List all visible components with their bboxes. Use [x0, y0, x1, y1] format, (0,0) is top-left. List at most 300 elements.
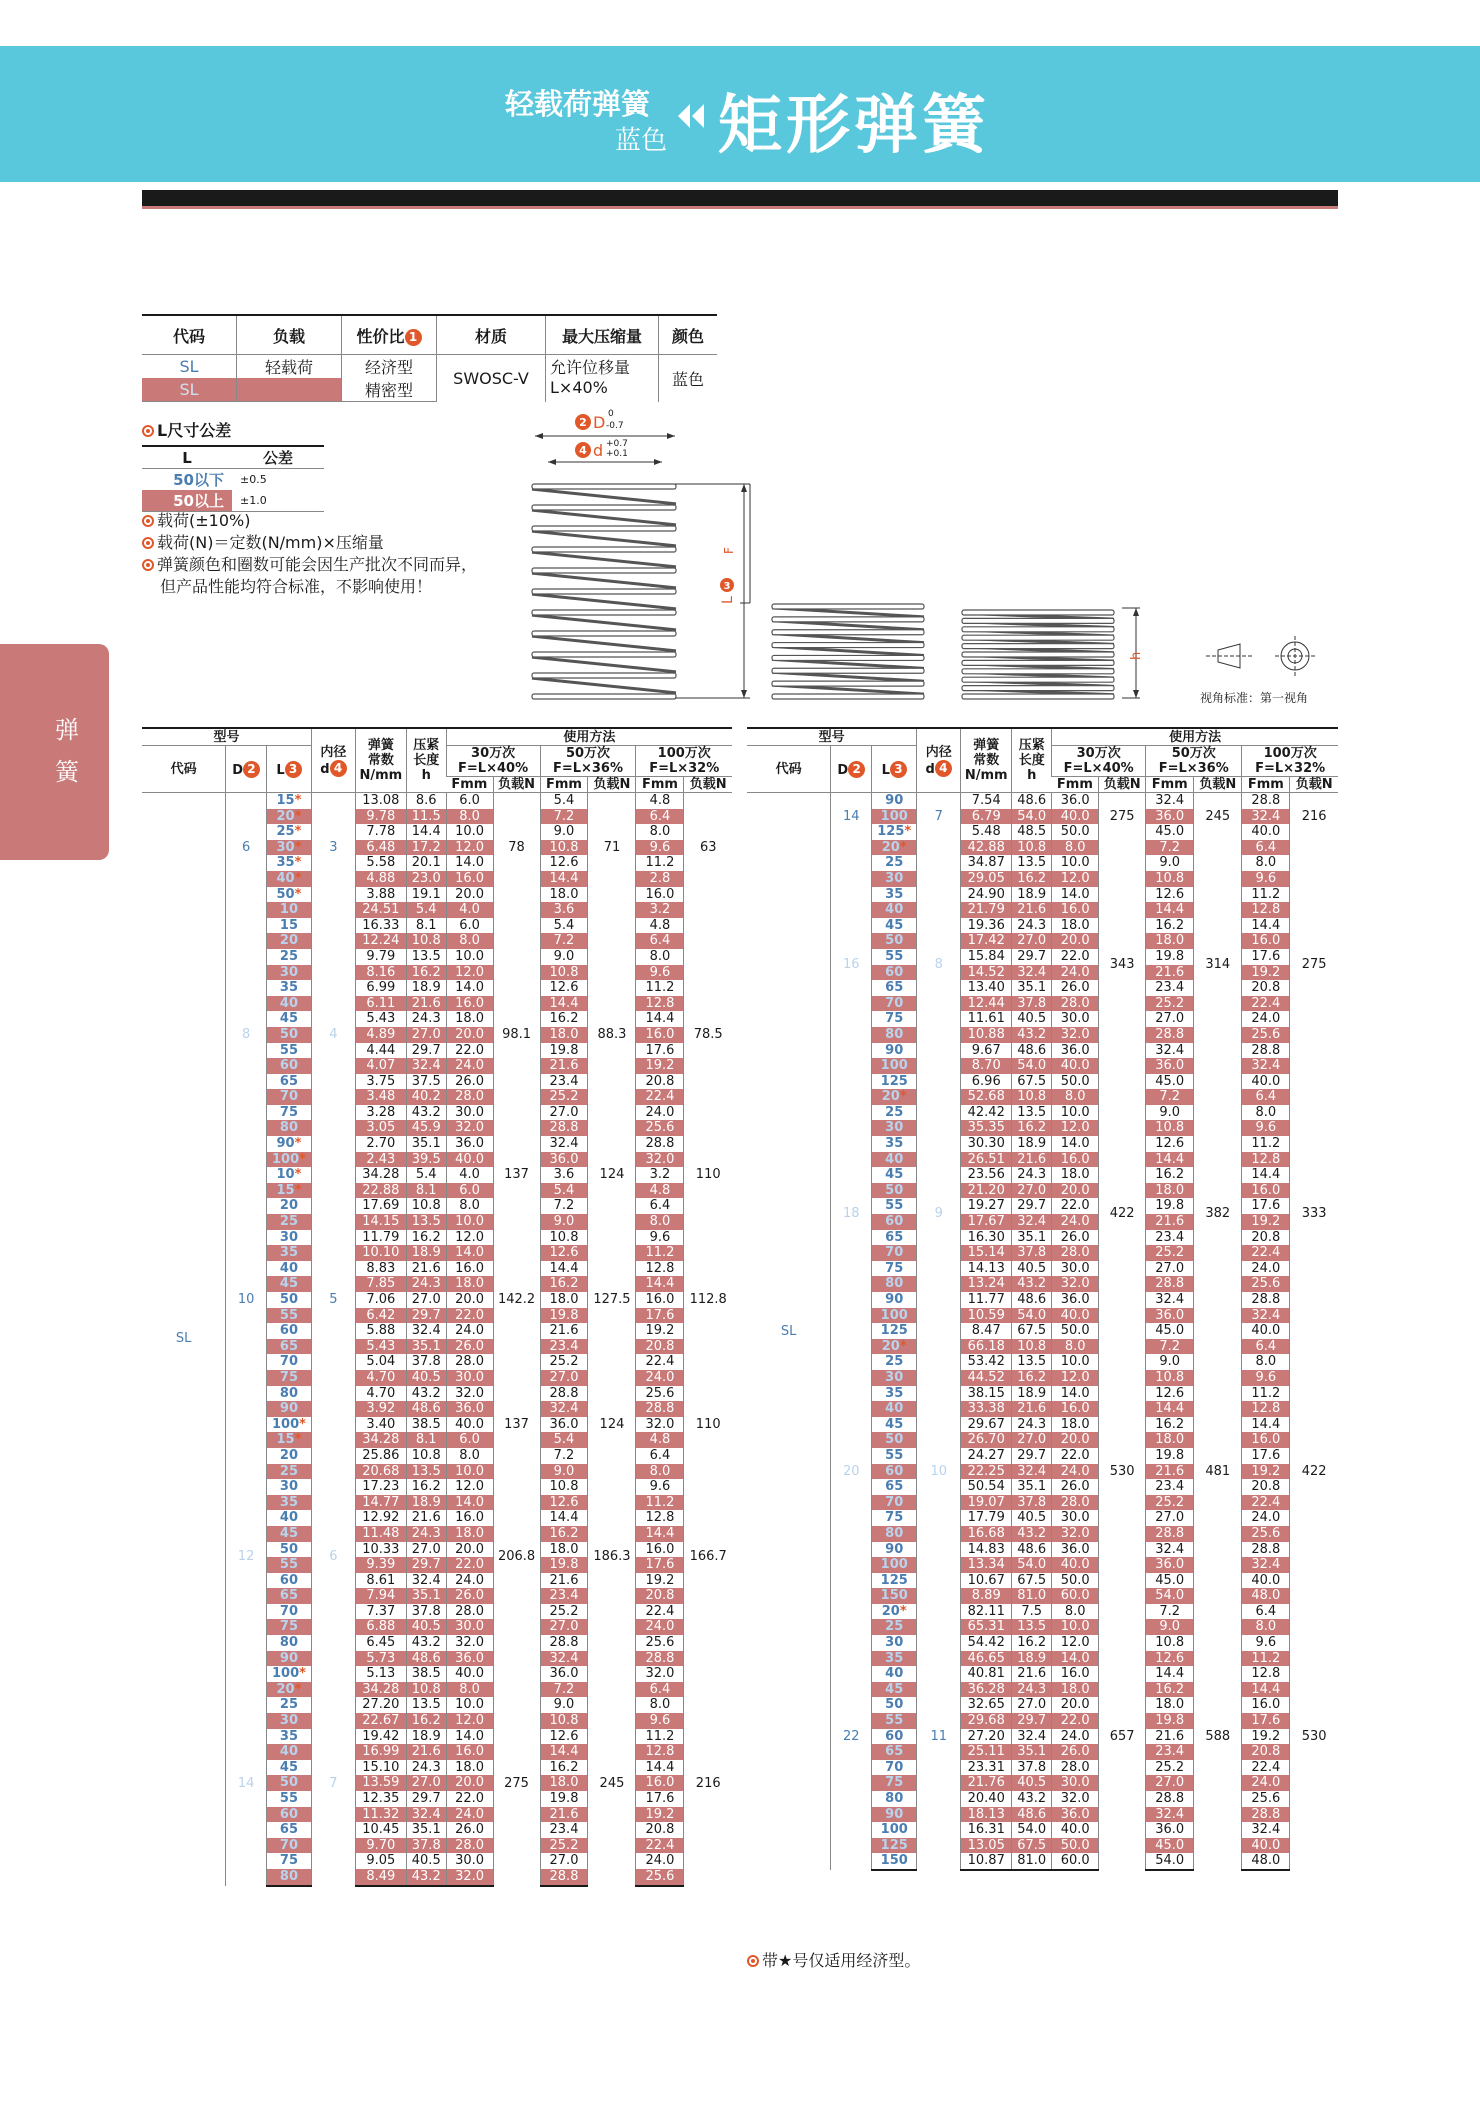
row-L	[872, 1464, 917, 1480]
row-f100: 22.4	[636, 1354, 684, 1370]
row-f30: 40.0	[446, 1666, 493, 1682]
row-f30: 26.0	[446, 1074, 493, 1090]
row-solid: 21.6	[406, 1261, 446, 1277]
row-f30: 14.0	[1052, 1386, 1099, 1402]
row-f50: 45.0	[1146, 1323, 1194, 1339]
row-L	[267, 1432, 312, 1448]
row-f50: 28.8	[1146, 1526, 1194, 1542]
tol-col-l: L	[142, 446, 232, 469]
row-rate: 6.79	[961, 809, 1012, 825]
row-f50: 14.4	[1146, 902, 1194, 918]
row-L-value: 30	[885, 1635, 904, 1651]
projection-symbol-icon	[1206, 636, 1315, 676]
row-f100: 4.8	[636, 1183, 684, 1199]
row-L	[267, 1822, 312, 1838]
row-f100: 17.6	[1242, 1448, 1290, 1464]
row-rate: 13.40	[961, 980, 1012, 996]
row-L-value: 90	[885, 1292, 904, 1307]
spec-code-2: SL	[142, 378, 237, 402]
row-f30: 12.0	[1052, 1370, 1099, 1386]
row-solid: 35.1	[406, 1822, 446, 1838]
row-load: 110	[684, 1417, 732, 1433]
row-rate: 13.24	[961, 1276, 1012, 1292]
row-f100: 9.6	[1242, 1120, 1290, 1136]
row-L	[872, 1791, 917, 1807]
row-f30: 14.0	[446, 855, 493, 871]
row-f100: 6.4	[636, 1448, 684, 1464]
row-rate: 8.47	[961, 1323, 1012, 1339]
row-L	[872, 949, 917, 965]
banner-line2: 蓝色	[615, 126, 668, 156]
row-f100: 17.6	[1242, 1198, 1290, 1214]
row-f30: 8.0	[446, 809, 493, 825]
row-L-value: 40	[279, 995, 299, 1011]
row-solid: 81.0	[1012, 1853, 1052, 1870]
row-f30: 6.0	[446, 1183, 493, 1199]
row-f50: 9.0	[540, 1697, 588, 1713]
row-rate: 5.43	[355, 1011, 406, 1027]
row-L-value: 40	[885, 1401, 904, 1417]
row-f50: 25.2	[540, 1604, 588, 1620]
tol-row1-l: 50以下	[173, 471, 224, 489]
row-L	[267, 1339, 312, 1355]
row-L-value: 40	[279, 1744, 299, 1760]
row-rate: 12.24	[355, 933, 406, 949]
row-f100: 9.6	[636, 1713, 684, 1729]
row-solid: 40.5	[406, 1370, 446, 1386]
row-f30: 40.0	[1052, 1822, 1099, 1838]
row-L-value: 150	[880, 1588, 908, 1604]
row-load: 98.1	[493, 902, 540, 1167]
th-c30-1: 30万次	[471, 746, 516, 761]
row-load: 245	[588, 1682, 636, 1886]
row-solid: 16.2	[406, 1479, 446, 1495]
th-loadn: 负载N	[684, 777, 732, 793]
row-rate: 22.88	[355, 1183, 406, 1199]
row-rate: 36.28	[961, 1682, 1012, 1698]
row-solid: 13.5	[406, 1697, 446, 1713]
row-rate: 9.39	[355, 1557, 406, 1573]
row-L-value: 100	[271, 1416, 300, 1432]
th-c30-1: 30万次	[1076, 746, 1121, 761]
row-f30: 30.0	[1052, 1510, 1099, 1526]
double-left-arrow-icon	[674, 90, 710, 142]
row-f50: 10.8	[540, 840, 588, 856]
coil-band	[772, 681, 924, 686]
th-code: 代码	[142, 746, 226, 793]
row-L-value: 20	[279, 933, 299, 949]
row-f100: 40.0	[1242, 1573, 1290, 1589]
star-icon: *	[899, 1338, 907, 1354]
row-L	[267, 1120, 312, 1136]
row-f30: 16.0	[446, 996, 493, 1012]
row-rate: 4.89	[355, 1027, 406, 1043]
row-L	[872, 1386, 917, 1402]
row-rate: 2.43	[355, 1152, 406, 1168]
row-L	[872, 1354, 917, 1370]
row-rate: 40.81	[961, 1666, 1012, 1682]
row-L	[872, 1432, 917, 1448]
row-f30: 22.0	[1052, 1713, 1099, 1729]
row-solid: 18.9	[1012, 887, 1052, 903]
row-f30: 36.0	[1052, 1807, 1099, 1823]
row-L-value: 30	[279, 1713, 299, 1729]
row-f30: 28.0	[446, 1089, 493, 1105]
row-solid: 10.8	[406, 1448, 446, 1464]
row-f50: 7.2	[540, 1198, 588, 1214]
row-L	[872, 1619, 917, 1635]
row-f100: 32.4	[1242, 809, 1290, 825]
row-rate: 13.59	[355, 1775, 406, 1791]
row-L-value: 50	[276, 886, 295, 902]
coil-band	[532, 505, 676, 510]
row-solid: 35.1	[406, 1588, 446, 1604]
row-load: 275	[1099, 793, 1146, 840]
row-f30: 20.0	[1052, 1697, 1099, 1713]
row-L-value: 100	[880, 1307, 908, 1323]
row-f50: 12.6	[540, 1245, 588, 1261]
star-icon: *	[294, 824, 302, 840]
row-L-value: 45	[885, 1681, 904, 1697]
row-solid: 54.0	[1012, 809, 1052, 825]
row-f100: 16.0	[636, 1542, 684, 1558]
row-L-value: 75	[279, 1853, 299, 1869]
row-solid: 37.8	[1012, 1245, 1052, 1261]
row-rate: 15.10	[355, 1760, 406, 1776]
row-L-value: 25	[279, 1214, 299, 1230]
row-f100: 20.8	[636, 1074, 684, 1090]
bullet-icon	[747, 1955, 759, 1967]
row-rate: 13.34	[961, 1557, 1012, 1573]
row-solid: 29.7	[1012, 1448, 1052, 1464]
row-L	[872, 1573, 917, 1589]
row-solid: 13.5	[1012, 1105, 1052, 1121]
row-f100: 20.8	[636, 1822, 684, 1838]
row-L	[267, 1183, 312, 1199]
row-L-value: 80	[885, 1276, 904, 1292]
star-icon: *	[294, 1167, 302, 1183]
row-f100: 25.6	[1242, 1276, 1290, 1292]
row-L	[267, 1853, 312, 1869]
spec-header-code: 代码	[142, 315, 237, 355]
row-rate: 21.79	[961, 902, 1012, 918]
row-f30: 6.0	[446, 793, 493, 809]
th-c100-1: 100万次	[1263, 746, 1317, 761]
row-f50: 19.8	[540, 1557, 588, 1573]
coil-band	[772, 694, 924, 699]
row-f30: 8.0	[1052, 1604, 1099, 1620]
row-f50: 19.8	[1146, 1713, 1194, 1729]
coil-band	[962, 635, 1114, 640]
row-d: 7	[917, 793, 961, 840]
row-load: 333	[1290, 1089, 1338, 1339]
row-rate: 14.83	[961, 1542, 1012, 1558]
row-L-value: 20	[279, 1198, 299, 1214]
row-f50: 21.6	[1146, 1214, 1194, 1230]
row-solid: 32.4	[406, 1058, 446, 1074]
row-L-value: 60	[279, 1806, 299, 1822]
row-rate: 12.35	[355, 1791, 406, 1807]
row-L-value: 25	[279, 1697, 299, 1713]
footnote-text	[762, 1951, 920, 1970]
row-L	[872, 1557, 917, 1573]
row-f50: 32.4	[540, 1136, 588, 1152]
row-solid: 54.0	[1012, 1308, 1052, 1324]
row-rate: 8.61	[355, 1573, 406, 1589]
row-f100: 19.2	[1242, 965, 1290, 981]
row-L-value: 100	[271, 1666, 300, 1682]
row-f100: 32.0	[636, 1666, 684, 1682]
row-solid: 13.5	[1012, 1619, 1052, 1635]
row-f30: 30.0	[446, 1105, 493, 1121]
th-fmm: Fmm	[1146, 777, 1194, 793]
bullet-icon	[142, 515, 154, 527]
row-L-value: 60	[885, 1728, 904, 1744]
row-L-value: 55	[279, 1557, 299, 1573]
row-L-value: 55	[885, 948, 904, 964]
th-inner-d: d	[320, 761, 330, 777]
row-solid: 18.9	[406, 1495, 446, 1511]
row-f100: 11.2	[636, 1729, 684, 1745]
footnote-text-inner: 带★号仅适用经济型。	[762, 1951, 921, 1970]
row-f100: 25.6	[636, 1869, 684, 1886]
notes-block	[142, 510, 492, 598]
row-f30: 12.0	[446, 1713, 493, 1729]
row-f100: 40.0	[1242, 1074, 1290, 1090]
row-f50: 9.0	[540, 1464, 588, 1480]
row-rate: 7.78	[355, 824, 406, 840]
row-L-value: 40	[279, 1260, 299, 1276]
row-load: 275	[1290, 840, 1338, 1090]
row-f50: 45.0	[1146, 1838, 1194, 1854]
row-f30: 22.0	[1052, 1198, 1099, 1214]
row-L	[267, 855, 312, 871]
row-f30: 40.0	[446, 1152, 493, 1168]
row-f50: 28.8	[540, 1386, 588, 1402]
row-solid: 37.8	[1012, 1760, 1052, 1776]
row-f30: 24.0	[1052, 1214, 1099, 1230]
row-L	[267, 1604, 312, 1620]
row-L	[872, 1043, 917, 1059]
row-solid: 37.8	[406, 1604, 446, 1620]
row-L	[267, 1230, 312, 1246]
row-solid: 43.2	[1012, 1526, 1052, 1542]
row-solid: 81.0	[1012, 1588, 1052, 1604]
th-L	[267, 746, 312, 793]
row-rate: 33.38	[961, 1401, 1012, 1417]
row-f30: 32.0	[1052, 1027, 1099, 1043]
row-f100: 8.0	[636, 949, 684, 965]
row-L-value: 10	[279, 902, 299, 918]
row-rate: 19.36	[961, 918, 1012, 934]
row-f50: 54.0	[1146, 1853, 1194, 1870]
row-rate: 23.56	[961, 1167, 1012, 1183]
row-f100: 6.4	[636, 1682, 684, 1698]
star-icon: *	[899, 1089, 907, 1105]
row-f100: 19.2	[1242, 1464, 1290, 1480]
row-rate: 26.51	[961, 1152, 1012, 1168]
row-solid: 24.3	[406, 1526, 446, 1542]
th-inner	[917, 728, 961, 793]
row-L	[267, 1775, 312, 1791]
row-f30: 10.0	[1052, 855, 1099, 871]
row-solid: 43.2	[1012, 1027, 1052, 1043]
row-solid: 54.0	[1012, 1058, 1052, 1074]
row-f50: 23.4	[540, 1339, 588, 1355]
row-f30: 36.0	[1052, 1542, 1099, 1558]
row-f30: 8.0	[446, 1682, 493, 1698]
th-c50-2: F=L×36%	[1158, 761, 1229, 776]
row-L	[267, 1136, 312, 1152]
row-f50: 23.4	[540, 1074, 588, 1090]
tolerance-block	[142, 418, 324, 512]
row-code: SL	[175, 1331, 192, 1347]
th-c100-2: F=L×32%	[649, 761, 720, 776]
row-solid: 40.5	[1012, 1011, 1052, 1027]
row-L	[872, 1713, 917, 1729]
row-f50: 10.8	[540, 965, 588, 981]
row-L-value: 45	[885, 1416, 904, 1432]
row-solid: 18.9	[1012, 1651, 1052, 1667]
row-L-value: 70	[885, 1759, 904, 1775]
row-solid: 24.3	[1012, 1167, 1052, 1183]
row-f30: 10.0	[446, 1464, 493, 1480]
row-solid: 35.1	[1012, 980, 1052, 996]
row-rate: 66.18	[961, 1339, 1012, 1355]
row-rate: 19.27	[961, 1198, 1012, 1214]
row-f100: 28.8	[636, 1401, 684, 1417]
row-f30: 36.0	[1052, 1292, 1099, 1308]
row-L	[872, 1542, 917, 1558]
row-rate: 54.42	[961, 1635, 1012, 1651]
row-L-value: 100	[880, 1058, 908, 1074]
row-L	[267, 1526, 312, 1542]
row-rate: 34.87	[961, 855, 1012, 871]
row-L	[872, 1339, 917, 1355]
row-rate: 13.05	[961, 1838, 1012, 1854]
tol-row1-t: ±0.5	[240, 473, 267, 486]
coil-band	[532, 652, 676, 657]
row-f100: 16.0	[1242, 1697, 1290, 1713]
star-icon: *	[299, 1666, 306, 1682]
row-f30: 14.0	[1052, 887, 1099, 903]
row-rate: 10.33	[355, 1542, 406, 1558]
tolerance-table	[142, 445, 324, 512]
row-f30: 28.0	[1052, 996, 1099, 1012]
row-f100: 32.4	[1242, 1822, 1290, 1838]
row-rate: 34.28	[355, 1682, 406, 1698]
row-solid: 40.5	[406, 1853, 446, 1869]
row-f50: 16.2	[540, 1276, 588, 1292]
row-L	[267, 1370, 312, 1386]
row-f30: 8.0	[1052, 1089, 1099, 1105]
table-row	[747, 840, 1338, 856]
dim-d-tol-bottom: +0.1	[606, 449, 628, 459]
row-f30: 26.0	[446, 1588, 493, 1604]
row-rate: 8.49	[355, 1869, 406, 1886]
row-L	[267, 887, 312, 903]
row-solid: 43.2	[1012, 1791, 1052, 1807]
row-f50: 10.8	[540, 1230, 588, 1246]
row-f50: 18.0	[1146, 1183, 1194, 1199]
row-f50: 32.4	[540, 1651, 588, 1667]
row-f30: 40.0	[1052, 809, 1099, 825]
row-f30: 20.0	[446, 887, 493, 903]
row-f100: 4.8	[636, 793, 684, 809]
th-solid-2: 长度	[1018, 753, 1045, 768]
row-L-value: 75	[885, 1260, 904, 1276]
row-rate: 15.14	[961, 1245, 1012, 1261]
row-L-value: 35	[279, 980, 299, 996]
row-L-value: 40	[276, 870, 295, 886]
row-L-value: 25	[279, 948, 299, 964]
dim-h-label: h	[1129, 651, 1144, 660]
row-f30: 40.0	[1052, 1058, 1099, 1074]
row-f30: 32.0	[1052, 1276, 1099, 1292]
row-rate: 34.28	[355, 1432, 406, 1448]
row-L	[872, 965, 917, 981]
row-f50: 23.4	[1146, 980, 1194, 996]
row-L	[872, 1058, 917, 1074]
row-f30: 16.0	[446, 1261, 493, 1277]
row-L	[267, 1807, 312, 1823]
row-f30: 28.0	[446, 1604, 493, 1620]
row-L	[267, 1105, 312, 1121]
row-f100: 20.8	[636, 1339, 684, 1355]
row-f30: 50.0	[1052, 1074, 1099, 1090]
row-solid: 16.2	[1012, 871, 1052, 887]
row-L-value: 50	[885, 1182, 904, 1198]
row-f100: 22.4	[1242, 1760, 1290, 1776]
row-L-value: 65	[885, 1229, 904, 1245]
coil-band	[532, 694, 676, 699]
row-load: 137	[493, 1417, 540, 1433]
row-f50: 10.8	[1146, 1635, 1194, 1651]
row-L	[267, 840, 312, 856]
th-inner	[311, 728, 355, 793]
spec-code-1: SL	[179, 357, 199, 376]
dim-d-label: d	[593, 441, 604, 460]
row-f100: 14.4	[636, 1276, 684, 1292]
row-L-value: 70	[279, 1089, 299, 1105]
row-L	[267, 1074, 312, 1090]
star-icon: *	[899, 1603, 907, 1619]
row-f50: 21.6	[1146, 1464, 1194, 1480]
row-f100: 40.0	[1242, 824, 1290, 840]
row-solid: 10.8	[1012, 1089, 1052, 1105]
note-3-text: 弹簧颜色和圈数可能会因生产批次不同而异，但产品性能均符合标准，不影响使用！	[157, 555, 478, 596]
row-L	[267, 1323, 312, 1339]
coil-band	[962, 618, 1114, 623]
th-c30	[446, 746, 540, 777]
header-rule	[142, 190, 1338, 206]
row-f100: 9.6	[1242, 1635, 1290, 1651]
row-L-value: 45	[885, 1167, 904, 1183]
row-D: 12	[226, 1432, 267, 1682]
row-D: 20	[831, 1339, 872, 1604]
row-f50: 23.4	[540, 1588, 588, 1604]
row-L	[872, 1276, 917, 1292]
row-solid: 40.5	[1012, 1510, 1052, 1526]
star-icon: *	[294, 839, 302, 855]
row-f100: 8.0	[636, 1697, 684, 1713]
side-tab[interactable]	[0, 644, 109, 860]
row-f50: 12.6	[1146, 1136, 1194, 1152]
note-2-text: 载荷(N)＝定数(N/mm)×压缩量	[157, 533, 384, 552]
row-L	[267, 1651, 312, 1667]
row-f50: 19.8	[1146, 949, 1194, 965]
row-L-value: 80	[885, 1026, 904, 1042]
